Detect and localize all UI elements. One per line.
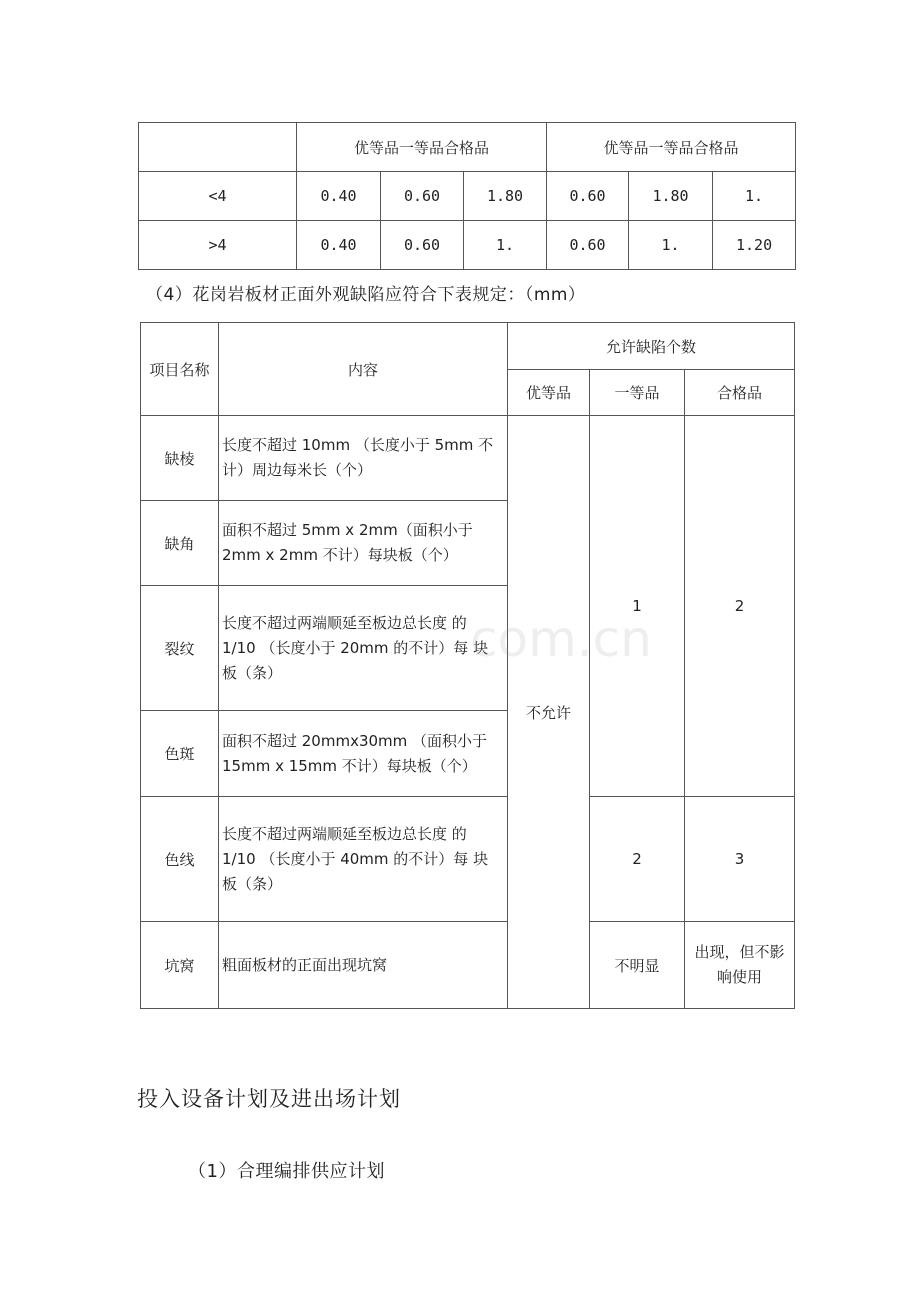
table-row: [141, 416, 795, 501]
header-grade-qualified: 合格品: [685, 370, 795, 416]
table-cell: [139, 123, 297, 172]
defect-content: 面积不超过 5mm x 2mm（面积小于 2mm x 2mm 不计）每块板（个）: [219, 501, 508, 586]
header-grade-premium: 优等品: [508, 370, 590, 416]
qualified-grade-count: 出现，但不影响使用: [685, 922, 795, 1009]
table-header-cell: 优等品一等品合格品: [297, 123, 547, 172]
defect-name: 坑窝: [141, 922, 219, 1009]
header-grade-first: 一等品: [590, 370, 685, 416]
watermark: com.cn: [470, 610, 652, 668]
defect-content: 长度不超过两端顺延至板边总长度 的 1/10 （长度小于 20mm 的不计）每 块板（条）: [219, 586, 508, 711]
table-row: [141, 922, 795, 1009]
defect-name: 缺棱: [141, 416, 219, 501]
table-row: [141, 797, 795, 922]
table-row: [139, 221, 796, 270]
defect-content: 长度不超过两端顺延至板边总长度 的 1/10 （长度小于 40mm 的不计）每 块板（条）: [219, 797, 508, 922]
defect-table: [140, 322, 795, 1009]
table-cell: 0.40: [297, 172, 381, 221]
table-cell: 1.80: [629, 172, 713, 221]
table-cell: 0.60: [381, 172, 464, 221]
defect-content: 长度不超过 10mm （长度小于 5mm 不计）周边每米长（个）: [219, 416, 508, 501]
first-grade-count: 2: [590, 797, 685, 922]
table-header-cell: 优等品一等品合格品: [547, 123, 796, 172]
table-row: [139, 172, 796, 221]
defect-content: 粗面板材的正面出现坑窝: [219, 922, 508, 1009]
header-allowed-count: 允许缺陷个数: [508, 323, 795, 370]
table-cell: >4: [139, 221, 297, 270]
table-caption: （4）花岗岩板材正面外观缺陷应符合下表规定：（mm）: [146, 285, 586, 305]
qualified-grade-count: 2: [685, 416, 795, 797]
table-row: [139, 123, 796, 172]
section-heading: 投入设备计划及进出场计划: [137, 1087, 401, 1111]
table-cell: <4: [139, 172, 297, 221]
defect-name: 裂纹: [141, 586, 219, 711]
table-cell: 1.: [629, 221, 713, 270]
premium-not-allowed: 不允许: [508, 416, 590, 1009]
table-row: [141, 323, 795, 370]
first-grade-count: 1: [590, 416, 685, 797]
table-cell: 1.: [713, 172, 796, 221]
table-cell: 0.40: [297, 221, 381, 270]
table-cell: 1.: [464, 221, 547, 270]
table-cell: 0.60: [547, 221, 629, 270]
table-cell: 0.60: [381, 221, 464, 270]
defect-content: 面积不超过 20mmx30mm （面积小于 15mm x 15mm 不计）每块板（个）: [219, 711, 508, 797]
subsection-heading: （1）合理编排供应计划: [188, 1161, 385, 1182]
defect-name: 缺角: [141, 501, 219, 586]
header-item-name: 项目名称: [141, 323, 219, 416]
first-grade-count: 不明显: [590, 922, 685, 1009]
table-cell: 0.60: [547, 172, 629, 221]
table-cell: 1.80: [464, 172, 547, 221]
table-cell: 1.20: [713, 221, 796, 270]
defect-name: 色斑: [141, 711, 219, 797]
qualified-grade-count: 3: [685, 797, 795, 922]
defect-name: 色线: [141, 797, 219, 922]
header-content: 内容: [219, 323, 508, 416]
tolerance-table: [138, 122, 796, 270]
